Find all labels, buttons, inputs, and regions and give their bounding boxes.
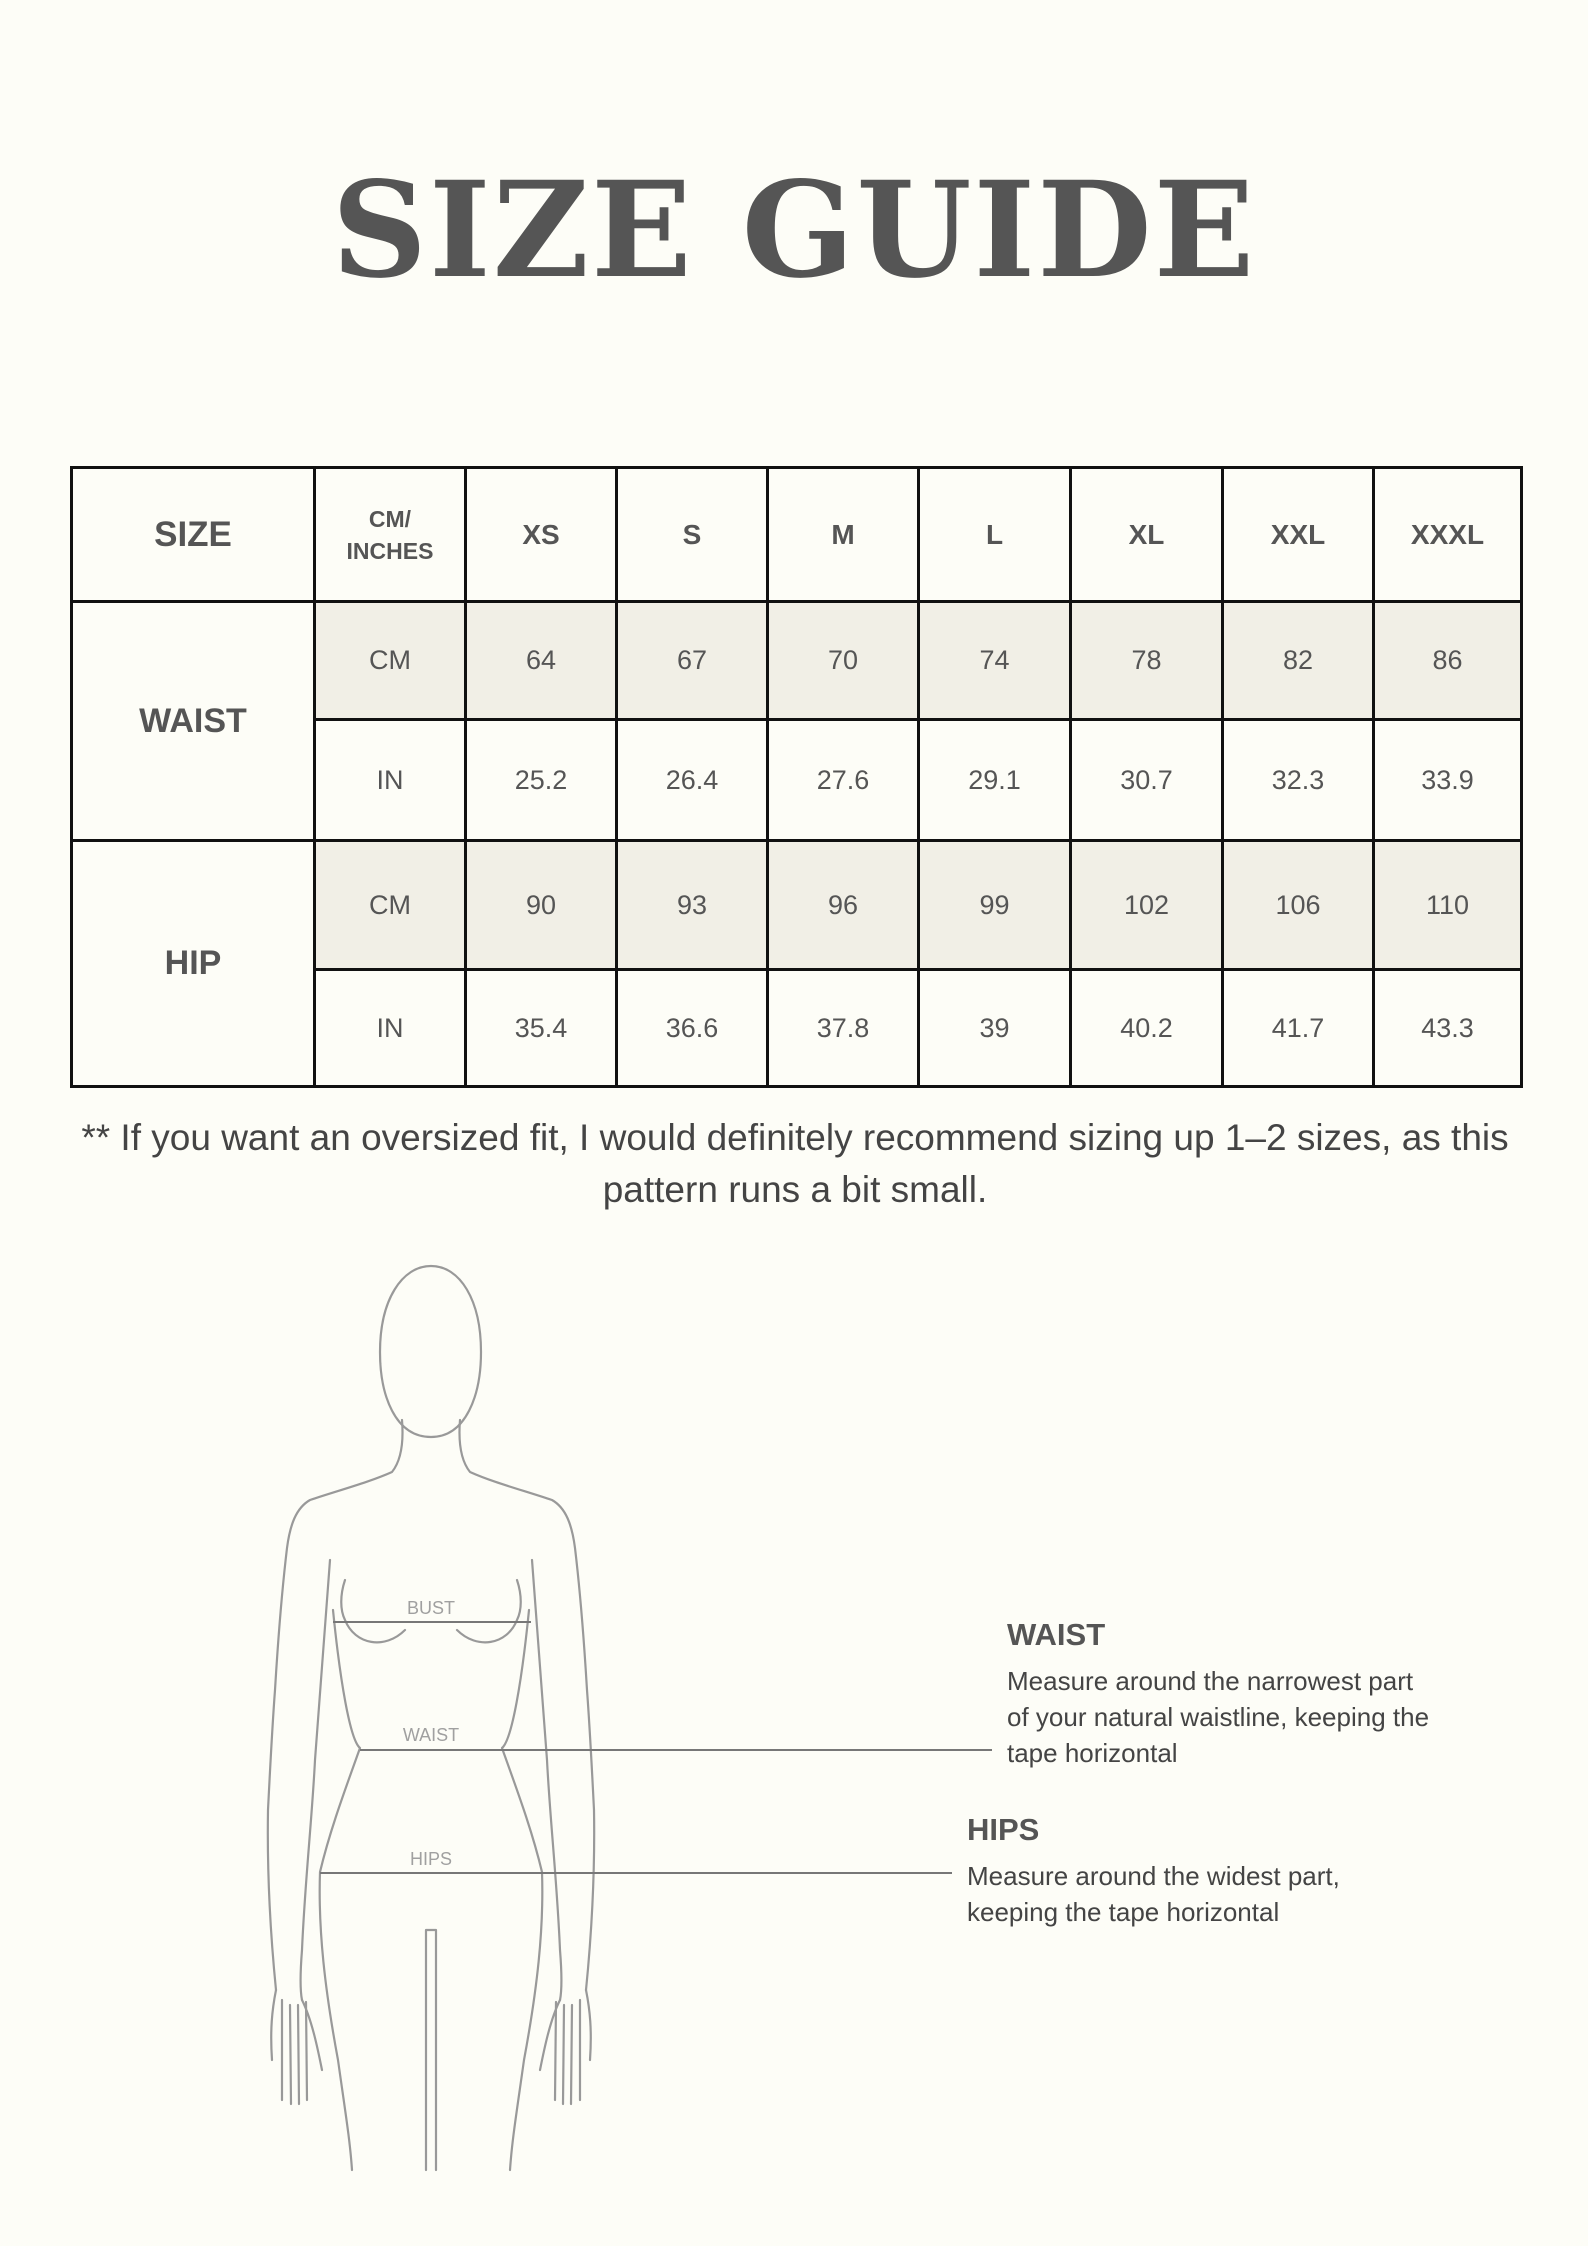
value-cell: 26.4 — [617, 720, 768, 841]
value-cell: 64 — [466, 602, 617, 720]
value-cell: 32.3 — [1223, 720, 1374, 841]
body-outline — [268, 1266, 594, 2170]
value-cell: 41.7 — [1223, 970, 1374, 1087]
value-cell: 82 — [1223, 602, 1374, 720]
hips-annotation-line: keeping the tape horizontal — [967, 1897, 1280, 1927]
size-col-xxxl: XXXL — [1374, 468, 1522, 602]
sizing-note: ** If you want an oversized fit, I would definitely recommend sizing up 1–2 sizes, as this pattern runs a bit small. — [81, 1117, 1509, 1210]
size-col-xs: XS — [466, 468, 617, 602]
value-cell: 39 — [919, 970, 1071, 1087]
value-cell: 27.6 — [768, 720, 919, 841]
hips-annotation — [967, 1812, 1340, 1930]
value-cell: 93 — [617, 841, 768, 970]
waist-annotation-heading: WAIST — [1007, 1617, 1106, 1652]
value-cell: 30.7 — [1071, 720, 1223, 841]
size-col-l: L — [919, 468, 1071, 602]
waist-annotation-line: tape horizontal — [1007, 1738, 1178, 1768]
waist-annotation-line: Measure around the narrowest part — [1007, 1666, 1414, 1696]
waist-figure-label: WAIST — [402, 1725, 460, 1745]
hips-annotation-heading: HIPS — [967, 1812, 1040, 1847]
unit-cell: IN — [315, 720, 466, 841]
size-col-xl: XL — [1071, 468, 1223, 602]
hip-row-label: HIP — [72, 841, 315, 1087]
value-cell: 37.8 — [768, 970, 919, 1087]
value-cell: 102 — [1071, 841, 1223, 970]
value-cell: 40.2 — [1071, 970, 1223, 1087]
value-cell: 25.2 — [466, 720, 617, 841]
unit-header-line1: CM/ — [368, 505, 412, 532]
value-cell: 86 — [1374, 602, 1522, 720]
waist-row-label: WAIST — [72, 602, 315, 841]
value-cell: 90 — [466, 841, 617, 970]
value-cell: 33.9 — [1374, 720, 1522, 841]
size-col-s: S — [617, 468, 768, 602]
value-cell: 96 — [768, 841, 919, 970]
value-cell: 110 — [1374, 841, 1522, 970]
value-cell: 36.6 — [617, 970, 768, 1087]
value-cell: 29.1 — [919, 720, 1071, 841]
value-cell: 67 — [617, 602, 768, 720]
size-header: SIZE — [72, 468, 315, 602]
value-cell: 43.3 — [1374, 970, 1522, 1087]
unit-cell: IN — [315, 970, 466, 1087]
value-cell: 70 — [768, 602, 919, 720]
size-col-xxl: XXL — [1223, 468, 1374, 602]
waist-annotation — [1007, 1617, 1429, 1771]
size-col-m: M — [768, 468, 919, 602]
value-cell: 99 — [919, 841, 1071, 970]
unit-cell: CM — [315, 841, 466, 970]
page-title: SIZE GUIDE — [331, 153, 1257, 308]
unit-header-line2: INCHES — [346, 537, 434, 564]
value-cell: 35.4 — [466, 970, 617, 1087]
value-cell: 106 — [1223, 841, 1374, 970]
value-cell: 78 — [1071, 602, 1223, 720]
unit-cell: CM — [315, 602, 466, 720]
bust-figure-label: BUST — [406, 1598, 456, 1618]
hips-figure-label: HIPS — [409, 1849, 453, 1869]
hips-annotation-line: Measure around the widest part, — [967, 1861, 1340, 1891]
value-cell: 74 — [919, 602, 1071, 720]
waist-annotation-line: of your natural waistline, keeping the — [1007, 1702, 1430, 1732]
